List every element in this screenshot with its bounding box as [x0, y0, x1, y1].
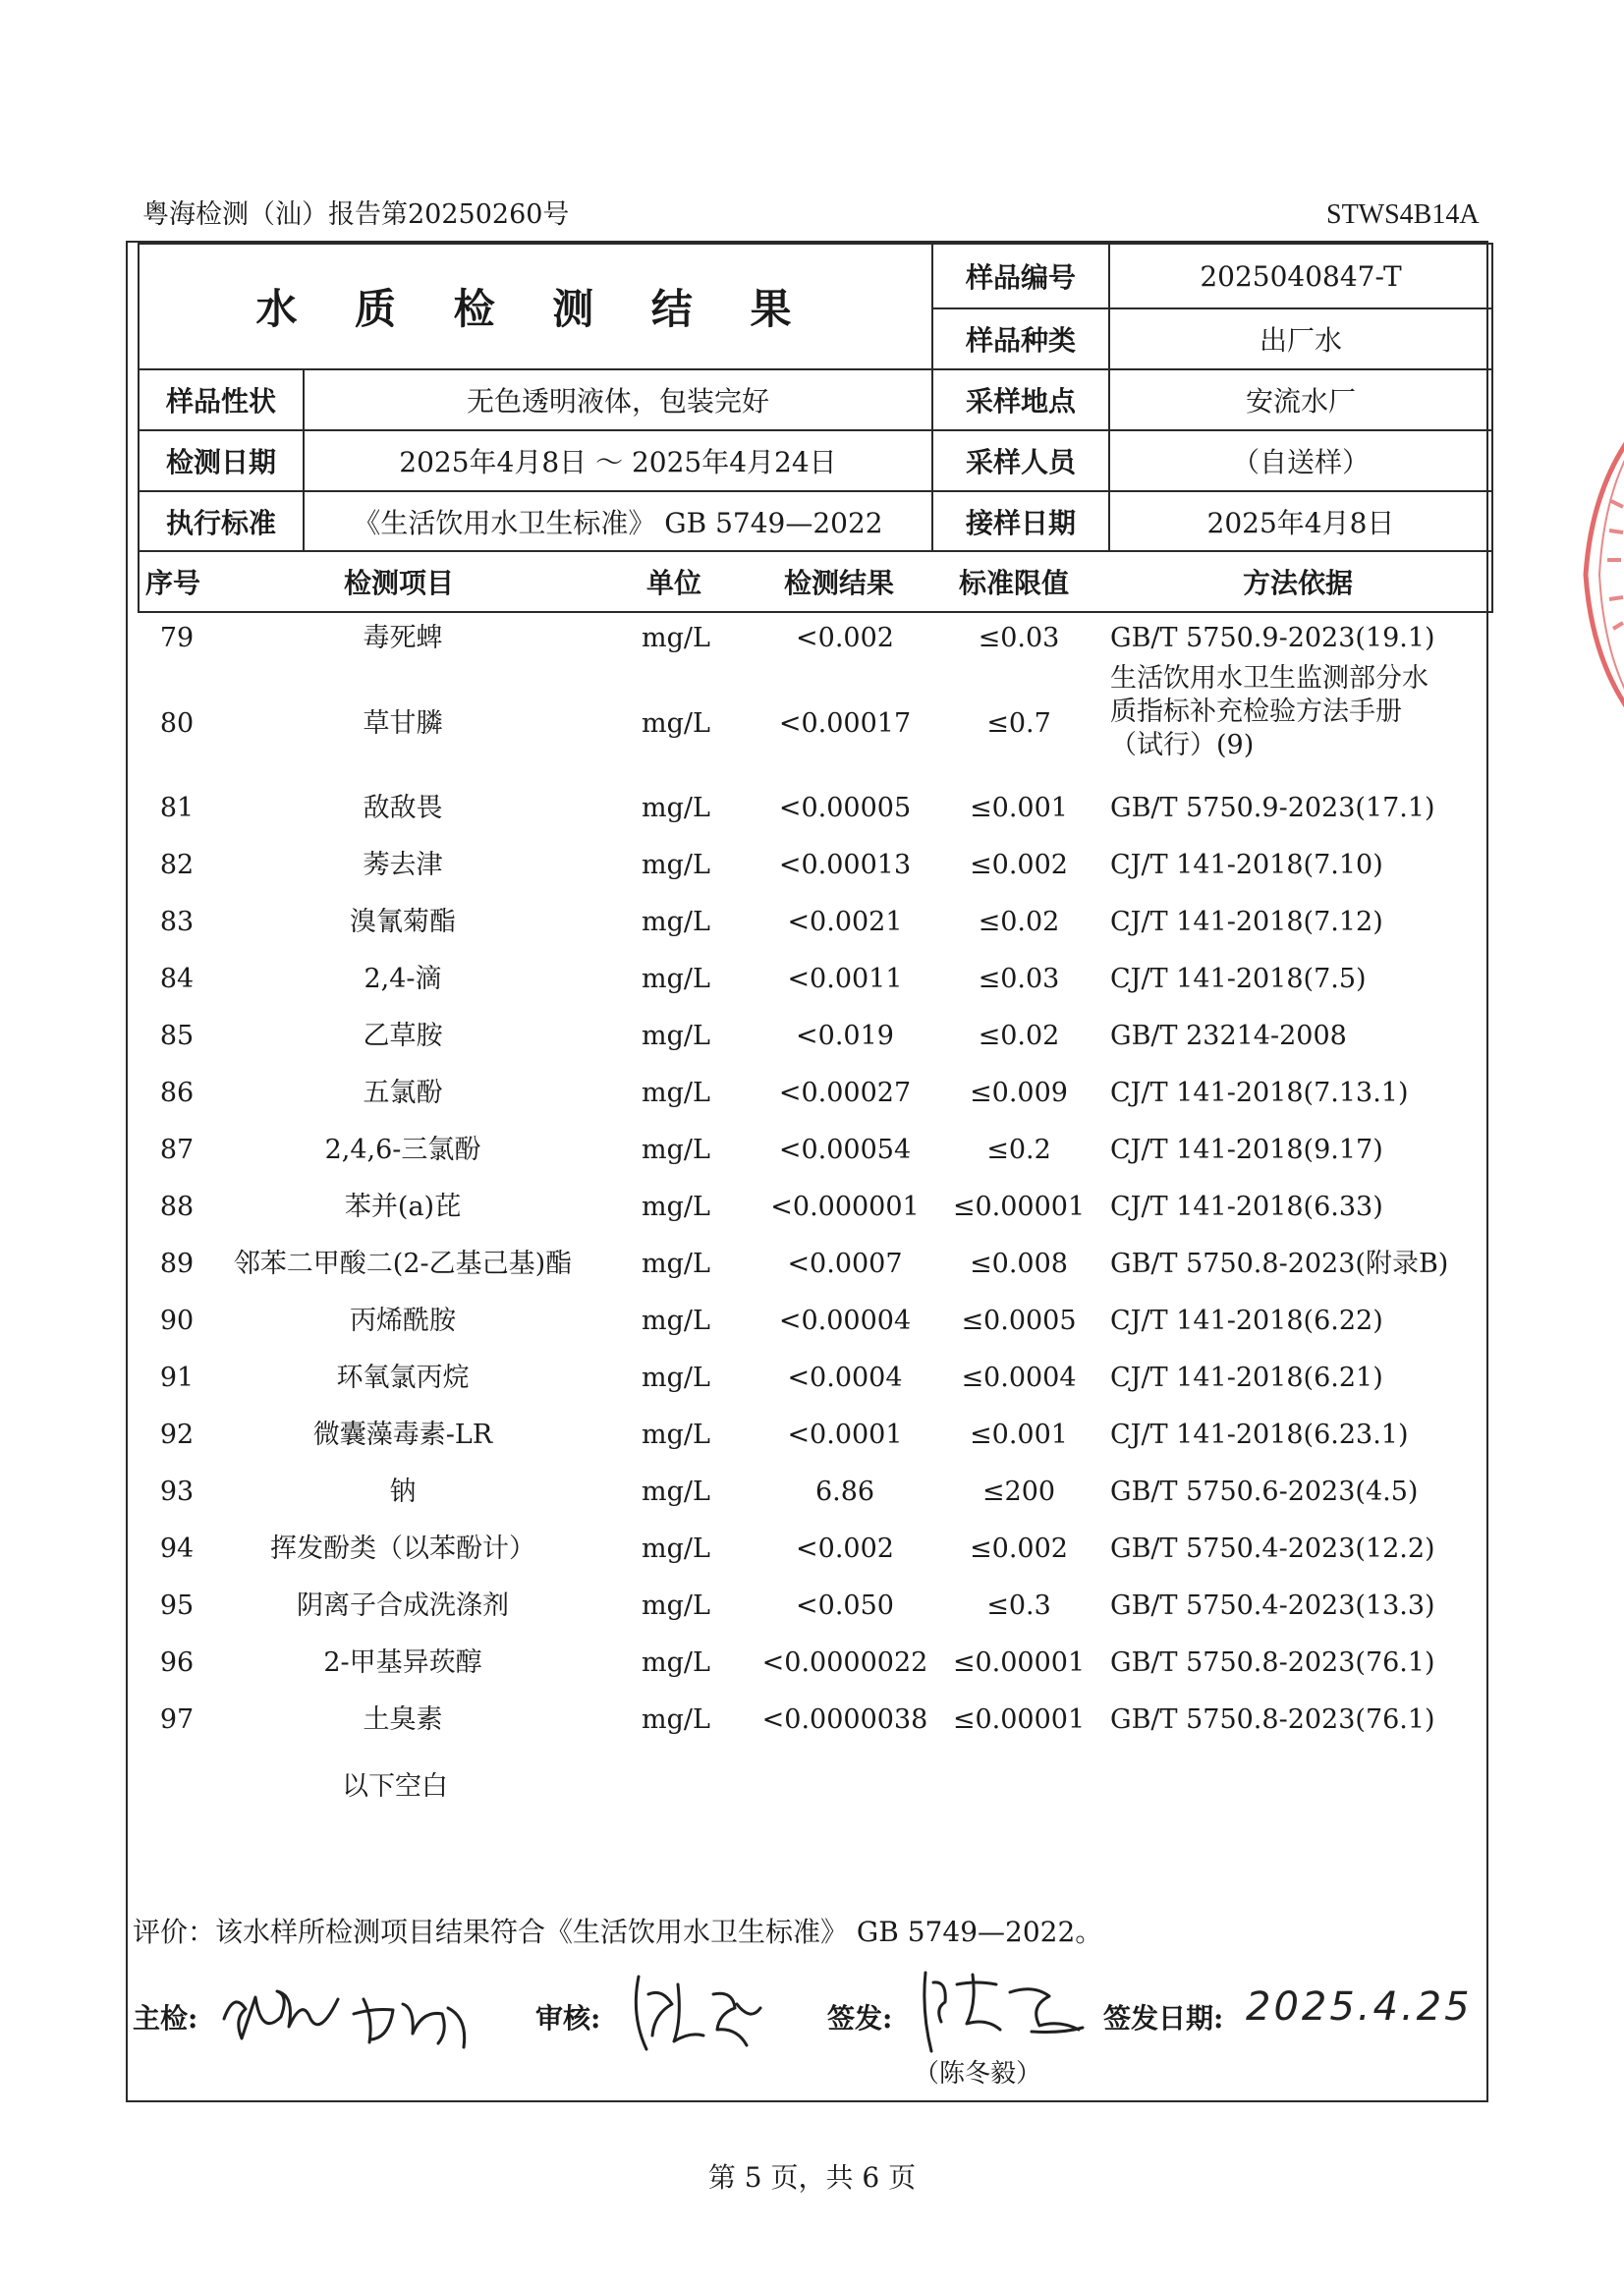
sampling-site-label: 采样地点: [965, 385, 1076, 418]
cell-method: GB/T 23214-2008: [1110, 1021, 1347, 1051]
cell-unit: mg/L: [642, 1477, 710, 1507]
issue-date-label: 签发日期:: [1103, 2002, 1224, 2035]
issue-date-handwritten: 2025.4.25: [1246, 1984, 1473, 2030]
cell-result: <0.00013: [778, 850, 912, 880]
col-header-unit: 单位: [646, 567, 702, 599]
cell-limit: ≤0.009: [970, 1078, 1068, 1108]
sample-no-label: 样品编号: [965, 261, 1076, 294]
cell-no: 85: [159, 1021, 195, 1051]
reviewer-label: 审核:: [535, 2002, 601, 2035]
cell-result: <0.050: [796, 1590, 894, 1621]
cell-limit: ≤0.02: [978, 907, 1060, 937]
cell-no: 81: [159, 793, 195, 823]
cell-method: CJ/T 141-2018(9.17): [1110, 1135, 1383, 1165]
cell-limit: ≤0.2: [986, 1135, 1051, 1165]
sample-character-label: 样品性状: [165, 385, 276, 418]
cell-no: 84: [159, 964, 195, 994]
cell-no: 92: [159, 1420, 195, 1450]
cell-item: 2,4-滴: [364, 964, 442, 994]
cell-unit: mg/L: [642, 1135, 710, 1165]
cell-limit: ≤0.03: [978, 964, 1060, 994]
cell-result: <0.00017: [778, 708, 912, 739]
cell-result: <0.0004: [787, 1363, 903, 1393]
cell-no: 83: [159, 907, 195, 937]
standard-label: 执行标准: [165, 506, 276, 539]
cell-item: 2,4,6-三氯酚: [324, 1135, 481, 1165]
cell-unit: mg/L: [642, 1534, 710, 1564]
cell-item: 微囊藻毒素-LR: [312, 1420, 493, 1450]
cell-method: GB/T 5750.4-2023(13.3): [1110, 1590, 1435, 1621]
col-header-limit: 标准限值: [959, 567, 1070, 599]
cell-method: CJ/T 141-2018(7.5): [1110, 964, 1367, 994]
cell-limit: ≤0.001: [970, 793, 1068, 823]
cell-unit: mg/L: [642, 623, 710, 653]
cell-method: CJ/T 141-2018(6.22): [1110, 1306, 1383, 1336]
sample-type-value: 出厂水: [1259, 324, 1342, 357]
sampler-label: 采样人员: [965, 446, 1076, 478]
inspector-label: 主检:: [133, 2002, 198, 2035]
cell-no: 97: [159, 1704, 195, 1735]
sample-character-value: 无色透明液体，包装完好: [466, 385, 769, 418]
reviewer-signature: [619, 1965, 786, 2063]
cell-method: GB/T 5750.6-2023(4.5): [1110, 1477, 1419, 1507]
evaluation-text: 评价：该水样所检测项目结果符合《生活饮用水卫生标准》 GB 5749—2022。: [133, 1916, 1103, 1948]
cell-result: <0.0000038: [761, 1704, 928, 1735]
sampling-site-value: 安流水厂: [1245, 385, 1356, 418]
cell-result: <0.00005: [778, 793, 912, 823]
cell-unit: mg/L: [642, 793, 710, 823]
cell-method: GB/T 5750.8-2023(附录B): [1110, 1249, 1449, 1279]
cell-no: 94: [159, 1534, 195, 1564]
cell-result: <0.00054: [778, 1135, 912, 1165]
cell-result: 6.86: [814, 1477, 875, 1507]
test-date-label: 检测日期: [165, 446, 276, 478]
cell-item: 丙烯酰胺: [350, 1306, 456, 1336]
cell-method: CJ/T 141-2018(7.10): [1110, 850, 1383, 880]
cell-no: 89: [159, 1249, 195, 1279]
cell-limit: ≤0.008: [970, 1249, 1068, 1279]
cell-method: GB/T 5750.9-2023(17.1): [1110, 793, 1435, 823]
issuer-name: （陈冬毅）: [914, 2059, 1042, 2089]
col-header-no: 序号: [145, 567, 201, 599]
cell-method: GB/T 5750.9-2023(19.1): [1110, 623, 1435, 653]
cell-item: 钠: [389, 1477, 417, 1507]
cell-limit: ≤0.3: [986, 1590, 1051, 1621]
cell-item: 土臭素: [363, 1704, 443, 1735]
cell-item: 五氯酚: [363, 1078, 443, 1108]
cell-unit: mg/L: [642, 1647, 710, 1678]
cell-result: <0.0007: [787, 1249, 903, 1279]
cell-limit: ≤0.00001: [952, 1192, 1086, 1222]
cell-unit: mg/L: [642, 964, 710, 994]
cell-item: 邻苯二甲酸二(2-乙基己基)酯: [233, 1249, 573, 1279]
page-title: 水 质 检 测 结 果: [255, 285, 813, 333]
cell-item: 苯并(a)芘: [344, 1192, 462, 1222]
cell-unit: mg/L: [642, 1306, 710, 1336]
cell-method: GB/T 5750.4-2023(12.2): [1110, 1534, 1435, 1564]
cell-unit: mg/L: [642, 708, 710, 739]
report-number: 粤海检测（汕）报告第20250260号: [142, 199, 570, 230]
cell-method: CJ/T 141-2018(6.21): [1110, 1363, 1383, 1393]
cell-unit: mg/L: [642, 1192, 710, 1222]
cell-item: 敌敌畏: [363, 793, 443, 823]
cell-unit: mg/L: [642, 1590, 710, 1621]
cell-item: 阴离子合成洗涤剂: [297, 1590, 509, 1621]
cell-no: 82: [159, 850, 195, 880]
cell-method: CJ/T 141-2018(6.23.1): [1110, 1420, 1409, 1450]
cell-limit: ≤0.02: [978, 1021, 1060, 1051]
cell-result: <0.019: [796, 1021, 894, 1051]
cell-unit: mg/L: [642, 1078, 710, 1108]
cell-result: <0.00004: [778, 1306, 912, 1336]
cell-item: 莠去津: [363, 850, 443, 880]
cell-unit: mg/L: [642, 907, 710, 937]
cell-method: CJ/T 141-2018(6.33): [1110, 1192, 1383, 1222]
cell-unit: mg/L: [642, 1363, 710, 1393]
cell-limit: ≤0.00001: [952, 1647, 1086, 1678]
cell-no: 87: [159, 1135, 195, 1165]
cell-method: CJ/T 141-2018(7.13.1): [1110, 1078, 1409, 1108]
cell-result: <0.0001: [787, 1420, 903, 1450]
page-number: 第 5 页，共 6 页: [707, 2161, 917, 2194]
cell-no: 91: [159, 1363, 195, 1393]
cell-result: <0.0000022: [761, 1647, 928, 1678]
seal-stamp: [1572, 432, 1624, 717]
cell-no: 90: [159, 1306, 195, 1336]
form-code: STWS4B14A: [1326, 199, 1480, 230]
issuer-label: 签发:: [827, 2002, 893, 2035]
cell-limit: ≤0.03: [978, 623, 1060, 653]
cell-result: <0.002: [796, 1534, 894, 1564]
cell-item: 挥发酚类（以苯酚计）: [270, 1534, 535, 1564]
cell-item: 溴氰菊酯: [350, 907, 456, 937]
cell-result: <0.000001: [770, 1192, 920, 1222]
cell-result: <0.002: [796, 623, 894, 653]
test-date-value: 2025年4月8日 ～ 2025年4月24日: [399, 446, 837, 478]
cell-no: 96: [159, 1647, 195, 1678]
col-header-item: 检测项目: [344, 567, 455, 599]
issuer-signature: [914, 1963, 1100, 2061]
cell-limit: ≤0.7: [986, 708, 1051, 739]
cell-limit: ≤0.002: [970, 1534, 1068, 1564]
cell-limit: ≤0.002: [970, 850, 1068, 880]
cell-item: 环氧氯丙烷: [336, 1363, 470, 1393]
cell-item: 草甘膦: [363, 708, 443, 739]
standard-value: 《生活饮用水卫生标准》 GB 5749—2022: [353, 506, 883, 539]
cell-limit: ≤200: [981, 1477, 1056, 1507]
cell-limit: ≤0.0004: [961, 1363, 1077, 1393]
sampler-value: （自送样）: [1231, 446, 1370, 478]
cell-method: GB/T 5750.8-2023(76.1): [1110, 1647, 1435, 1678]
cell-no: 95: [159, 1590, 195, 1621]
cell-method: CJ/T 141-2018(7.12): [1110, 907, 1383, 937]
cell-unit: mg/L: [642, 1021, 710, 1051]
cell-limit: ≤0.00001: [952, 1704, 1086, 1735]
cell-limit: ≤0.001: [970, 1420, 1068, 1450]
sample-no-value: 2025040847-T: [1200, 259, 1402, 293]
cell-item: 毒死蜱: [363, 623, 443, 653]
cell-unit: mg/L: [642, 1704, 710, 1735]
cell-unit: mg/L: [642, 850, 710, 880]
col-header-method: 方法依据: [1243, 567, 1354, 599]
cell-result: <0.0011: [787, 964, 903, 994]
table-end-note: 以下空白: [342, 1771, 448, 1802]
cell-result: <0.00027: [778, 1078, 912, 1108]
cell-method: 生活饮用水卫生监测部分水质指标补充检验方法手册（试行）(9): [1110, 663, 1428, 760]
cell-item: 2-甲基异莰醇: [323, 1647, 482, 1678]
cell-result: <0.0021: [787, 907, 903, 937]
cell-no: 93: [159, 1477, 195, 1507]
cell-method: GB/T 5750.8-2023(76.1): [1110, 1704, 1435, 1735]
cell-limit: ≤0.0005: [961, 1306, 1077, 1336]
receipt-date-label: 接样日期: [965, 506, 1076, 539]
cell-unit: mg/L: [642, 1249, 710, 1279]
cell-no: 86: [159, 1078, 195, 1108]
cell-no: 80: [159, 708, 195, 739]
cell-no: 79: [159, 623, 195, 653]
inspector-signature: [216, 1975, 511, 2063]
cell-unit: mg/L: [642, 1420, 710, 1450]
cell-item: 乙草胺: [363, 1021, 443, 1051]
receipt-date-value: 2025年4月8日: [1206, 506, 1395, 539]
sample-type-label: 样品种类: [965, 324, 1076, 357]
col-header-result: 检测结果: [784, 567, 895, 599]
cell-no: 88: [159, 1192, 195, 1222]
